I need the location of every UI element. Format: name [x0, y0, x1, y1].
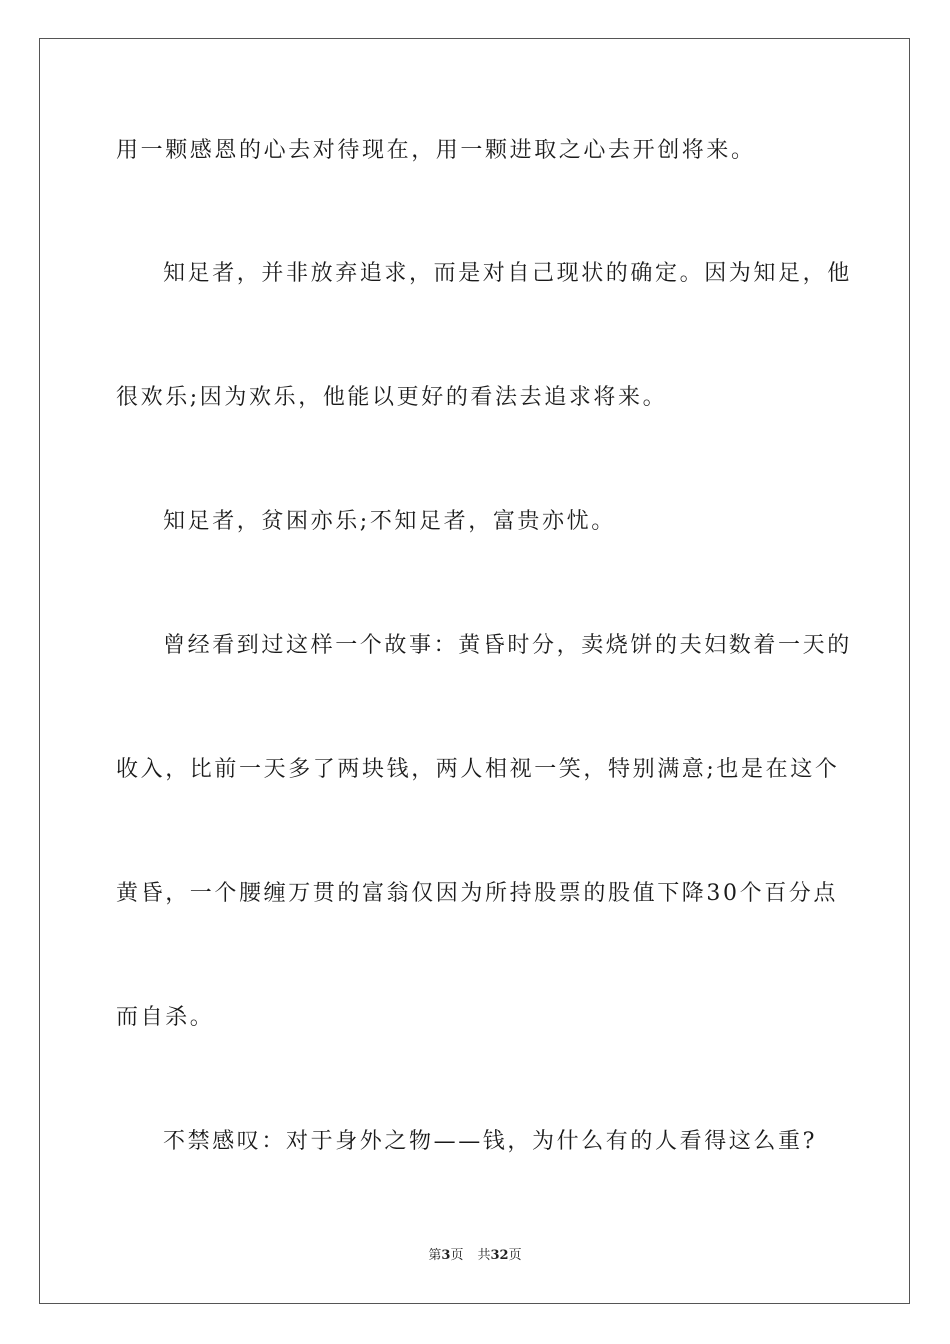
paragraph-line-2: 知足者，并非放弃追求，而是对自己现状的确定。因为知足，他 [163, 261, 852, 286]
paragraph-line-5: 曾经看到过这样一个故事：黄昏时分，卖烧饼的夫妇数着一天的 [163, 633, 852, 658]
page-footer [0, 1247, 950, 1265]
footer-page-prefix: 第 [428, 1248, 442, 1263]
paragraph-line-7: 黄昏，一个腰缠万贯的富翁仅因为所持股票的股值下降30个百分点 [116, 881, 838, 906]
paragraph-line-6: 收入，比前一天多了两块钱，两人相视一笑，特别满意;也是在这个 [116, 757, 840, 782]
page-border [39, 38, 910, 1304]
footer-total-pages: 32 [490, 1248, 509, 1263]
paragraph-line-4: 知足者，贫困亦乐;不知足者，富贵亦忧。 [163, 509, 616, 534]
footer-total-suffix: 页 [508, 1248, 522, 1263]
footer-total-prefix: 共 [477, 1248, 491, 1263]
footer-page-number: 3 [441, 1248, 451, 1263]
paragraph-line-8: 而自杀。 [116, 1005, 215, 1030]
paragraph-line-3: 很欢乐;因为欢乐，他能以更好的看法去追求将来。 [116, 385, 668, 410]
footer-page-suffix: 页 [450, 1248, 464, 1263]
paragraph-line-9: 不禁感叹：对于身外之物——钱，为什么有的人看得这么重? [163, 1129, 817, 1154]
paragraph-line-1: 用一颗感恩的心去对待现在，用一颗进取之心去开创将来。 [116, 138, 756, 163]
